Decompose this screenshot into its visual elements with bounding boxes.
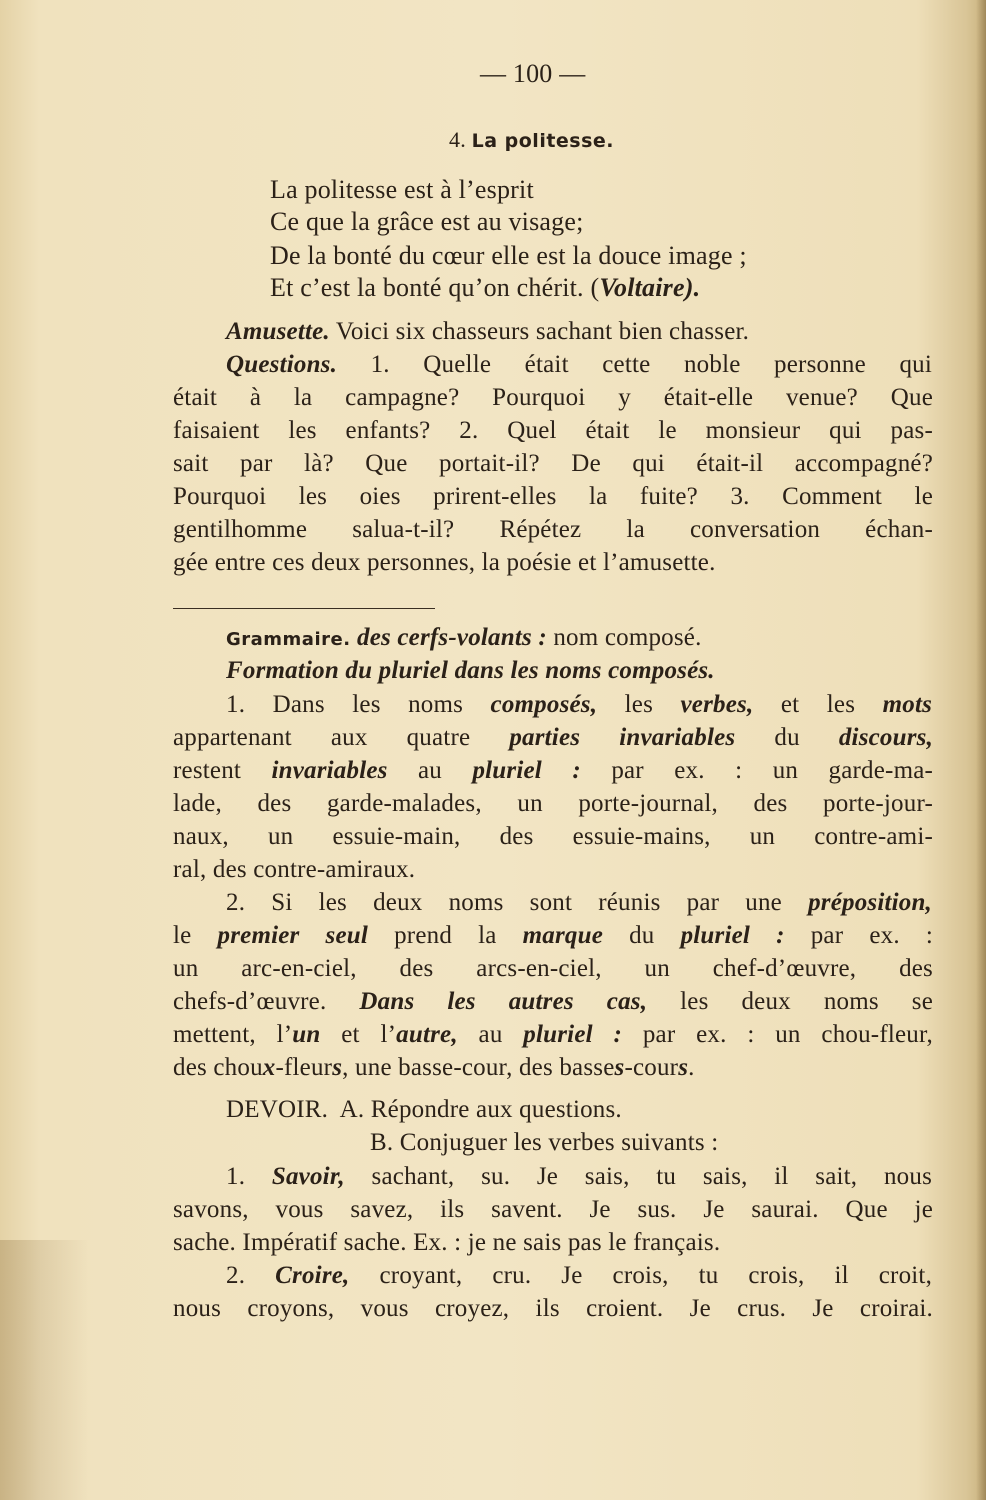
rule2-text-u4: s [332,1054,343,1081]
devoir-task-a: A. Répondre aux questions. [339,1096,622,1123]
rule2-text-c: le [173,922,192,949]
poem-line-3: De la bonté du cœur elle est la douce image ; [270,241,747,270]
rule2-text-o: un [292,1021,321,1048]
rule2-text-q: autre, [396,1021,458,1048]
rule2-text-u2: x [262,1054,276,1081]
page-edge [976,0,986,1500]
questions-line-5: Pourquoi les oies prirent-elles la fuite? 3. Comment le [173,483,933,510]
rule2-line-2 [173,920,933,952]
rule2-text-d: premier seul [217,922,369,949]
rule2-text-u5: , une basse-cour, des basse [342,1054,615,1081]
rule1-text-o: par ex. : un garde-ma- [611,757,934,784]
rule2-line-6 [173,1052,933,1084]
verb2-line-2: nous croyons, vous croyez, ils croient. Je crus. Je croirai. [173,1295,933,1322]
rule1-text-m: au [418,757,443,784]
verb1-name: Savoir, [271,1163,345,1190]
rule1-text-b: composés, [490,691,598,718]
rule2-text-u1: des chou [173,1054,263,1081]
grammaire-heading-text: Formation du pluriel dans les noms composés. [226,657,715,684]
rule2-text-l: Dans les autres cas, [359,988,648,1015]
rule2-text-t: par ex. : un chou-fleur, [642,1021,933,1048]
rule1-text-n: pluriel : [472,757,581,784]
rule2-text-a: 2. Si les deux noms sont réunis par une [226,889,782,916]
devoir-line-b: B. Conjuguer les verbes suivants : [370,1129,719,1156]
rule2-text-r: au [478,1021,503,1048]
rule1-line-4: lade, des garde-malades, un porte-journal, des porte-jour- [173,790,933,817]
verb1-number: 1. [226,1163,246,1190]
grammaire-line [226,622,932,656]
rule2-line-4 [173,986,933,1018]
rule1-text-j: discours, [838,724,934,751]
poem-attribution: Voltaire). [599,273,701,302]
rule2-text-u7: -cour [624,1054,679,1081]
rule1-text-h: parties invariables [509,724,736,751]
rule2-line-1 [226,887,932,919]
rule2-text-f: marque [522,922,604,949]
poem-attribution-open: ( [590,273,600,302]
rule1-text-g: appartenant aux quatre [173,724,471,751]
questions-line-6: gentilhomme salua-t-il? Répétez la conversation échan- [173,516,933,543]
grammaire-example: des cerfs-volants : [357,624,547,651]
devoir-line-a [226,1094,932,1126]
rule2-text-s: pluriel : [523,1021,623,1048]
rule1-text-a: 1. Dans les noms [226,691,464,718]
rule1-line-5: naux, un essuie-main, des essuie-mains, un contre-ami- [173,823,933,850]
verb2-text-1: croyant, cru. Je crois, tu crois, il croit, [379,1262,933,1289]
questions-text-1: 1. Quelle était cette noble personne qui [370,351,932,378]
amusette-label: Amusette. [226,318,330,345]
poem-line-4-text: Et c’est la bonté qu’on chérit. [270,273,584,302]
rule2-text-u3: -fleur [275,1054,333,1081]
page-shadow [0,1240,90,1500]
rule2-line-3: un arc-en-ciel, des arcs-en-ciel, un chef-d’œuvre, des [173,955,933,982]
page-number: — 100 — [480,59,586,88]
amusette-text: Voici six chasseurs sachant bien chasser. [335,318,750,345]
rule2-text-p: et l’ [341,1021,397,1048]
section-number: 4. [449,127,466,152]
section-title-text: La politesse. [471,130,615,152]
grammaire-example-note: nom composé. [553,624,702,651]
poem-line-4 [270,272,700,304]
questions-line-1 [226,349,932,381]
section-divider [173,608,435,609]
rule1-line-3 [173,755,933,787]
rule1-text-l: invariables [271,757,388,784]
rule2-text-k: chefs-d’œuvre. [173,988,327,1015]
rule1-text-d: verbes, [680,691,754,718]
rule1-line-1 [226,689,932,721]
devoir-label: DEVOIR. [226,1096,329,1123]
grammaire-label: Grammaire. [226,629,351,650]
questions-label: Questions. [226,351,338,378]
rule2-text-g: du [629,922,655,949]
rule2-text-m: les deux noms se [680,988,933,1015]
rule2-line-5 [173,1019,933,1051]
rule1-text-c: les [624,691,654,718]
rule2-text-b: préposition, [808,889,933,916]
verb2-name: Croire, [275,1262,350,1289]
poem-line-1: La politesse est à l’esprit [270,175,534,204]
rule2-text-n: mettent, l’ [173,1021,293,1048]
verb2-line-1 [226,1260,932,1292]
rule1-text-e: et les [780,691,856,718]
questions-line-2: était à la campagne? Pourquoi y était-elle venue? Que [173,384,933,411]
verb1-line-2: savons, vous savez, ils savent. Je sus. Je saurai. Que je [173,1196,933,1223]
rule1-line-2 [173,722,933,754]
questions-line-4: sait par là? Que portait-il? De qui était-il accompagné? [173,450,933,477]
rule2-text-i: par ex. : [810,922,933,949]
rule2-text-u8: s [678,1054,689,1081]
rule1-line-6: ral, des contre-amiraux. [173,856,416,883]
questions-line-7: gée entre ces deux personnes, la poésie et l’amusette. [173,549,716,576]
rule2-text-u9: . [688,1054,695,1081]
verb1-line-3: sache. Impératif sache. Ex. : je ne sais pas le français. [173,1229,721,1256]
verb1-line-1 [226,1161,932,1193]
section-title [449,124,614,157]
rule2-text-e: prend la [394,922,497,949]
questions-line-3: faisaient les enfants? 2. Quel était le monsieur qui pas- [173,417,933,444]
rule2-text-u6: s [614,1054,625,1081]
poem-line-2: Ce que la grâce est au visage; [270,207,584,236]
verb1-text-1: sachant, su. Je sais, tu sais, il sait, nous [371,1163,932,1190]
rule1-text-k: restent [173,757,242,784]
rule1-text-f: mots [882,691,933,718]
rule2-text-h: pluriel : [680,922,785,949]
amusette-paragraph [226,316,932,348]
rule1-text-i: du [774,724,800,751]
verb2-number: 2. [226,1262,246,1289]
grammaire-heading [226,655,932,687]
